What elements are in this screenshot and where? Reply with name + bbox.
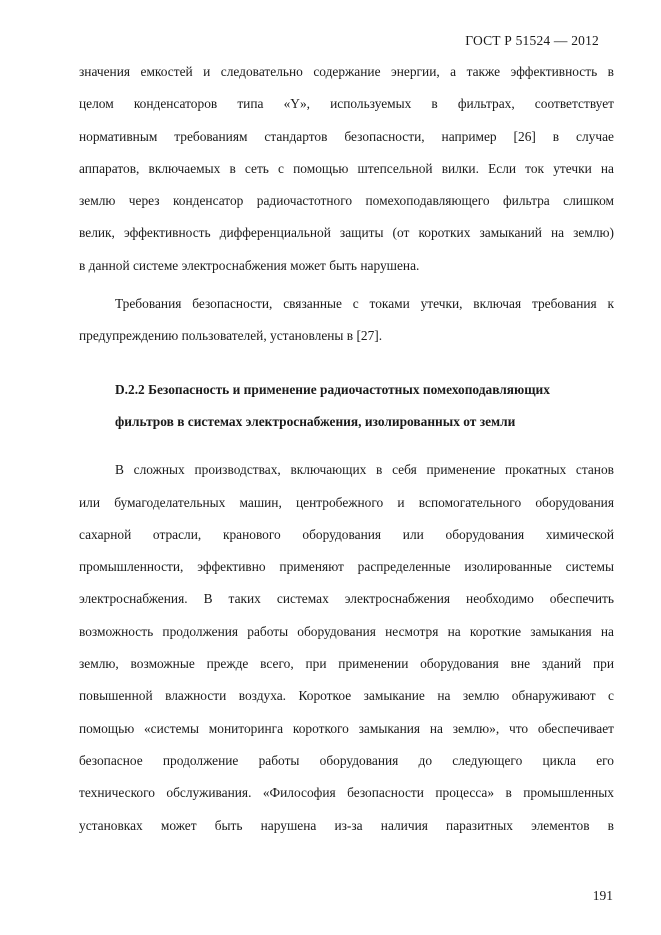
page-body [79, 58, 614, 844]
heading-line: фильтров в системах электроснабжения, изолированных от земли [115, 413, 516, 429]
text-line: целом конденсаторов типа «Y», используемых в фильтрах, соответствует [79, 96, 614, 112]
text-line: велик, эффективность дифференциальной защиты (от коротких замыканий на землю) [79, 225, 614, 241]
text-line: установках может быть нарушена из-за наличия паразитных элементов в [79, 817, 614, 833]
text-line: в данной системе электроснабжения может быть нарушена. [79, 257, 420, 273]
heading-line: D.2.2 Безопасность и применение радиочастотных помехоподавляющих [115, 381, 550, 397]
page-number: 191 [592, 888, 613, 903]
text-line: Требования безопасности, связанные с токами утечки, включая требования к [115, 296, 614, 312]
text-line: электроснабжения. В таких системах электроснабжения необходимо обеспечить [79, 591, 614, 607]
paragraph-leakage-requirements [79, 290, 614, 355]
text-line: землю через конденсатор радиочастотного помехоподавляющего фильтра слишком [79, 193, 614, 209]
text-line: промышленности, эффективно применяют распределенные изолированные системы [79, 559, 614, 575]
text-line: В сложных производствах, включающих в себя применение прокатных станов [115, 462, 614, 478]
text-line: повышенной влажности воздуха. Короткое замыкание на землю обнаруживают с [79, 688, 614, 704]
text-line: или бумагоделательных машин, центробежного и вспомогательного оборудования [79, 494, 614, 510]
text-line: землю, возможные прежде всего, при применении оборудования вне зданий при [79, 656, 614, 672]
text-line: технического обслуживания. «Философия безопасности процесса» в промышленных [79, 785, 614, 801]
text-line: возможность продолжения работы оборудования несмотря на короткие замыкания на [79, 623, 614, 639]
text-line: значения емкостей и следовательно содержание энергии, а также эффективность в [79, 64, 614, 79]
text-line: нормативным требованиям стандартов безопасности, например [26] в случае [79, 128, 614, 144]
paragraph-isolated-systems [79, 456, 614, 844]
document-header: ГОСТ Р 51524 — 2012 [465, 33, 599, 48]
text-line: помощью «системы мониторинга короткого замыкания на землю», что обеспечивает [79, 720, 614, 736]
text-line: аппаратов, включаемых в сеть с помощью штепсельной вилки. Если ток утечки на [79, 160, 614, 176]
text-line: сахарной отрасли, кранового оборудования или оборудования химической [79, 526, 614, 542]
paragraph-capacitor-efficiency [79, 58, 614, 284]
text-line: предупреждению пользователей, установлены в [27]. [79, 328, 383, 344]
text-line: безопасное продолжение работы оборудования до следующего цикла его [79, 752, 614, 768]
section-heading [79, 376, 614, 441]
